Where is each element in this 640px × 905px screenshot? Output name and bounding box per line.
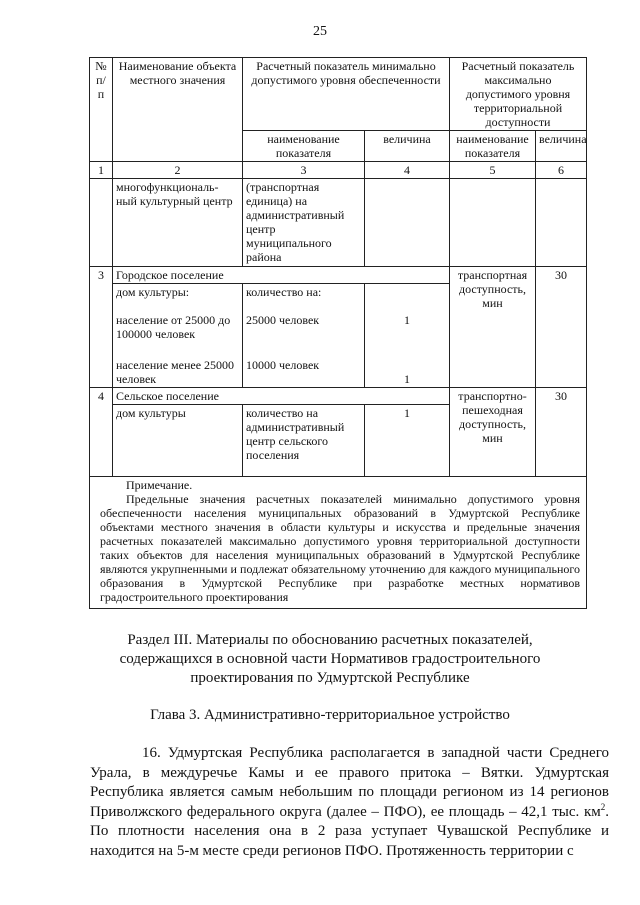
header-max-group: Расчетный показатель максимально допустимого уровня территориальной доступности: [450, 58, 587, 131]
row4-indicator: количество на административный центр сельского поселения: [243, 405, 365, 477]
row3-sub2-indicator: 10000 человек: [243, 357, 365, 388]
note-heading: Примечание.: [126, 478, 193, 492]
cell-empty: [365, 284, 450, 312]
row4-num: 4: [90, 388, 113, 477]
table-note: [90, 477, 587, 609]
col-number: 1: [90, 162, 113, 179]
row3-sub1-indicator: 25000 человек: [243, 312, 365, 357]
col-number: 6: [536, 162, 587, 179]
page-number: 25: [313, 24, 327, 39]
row3-max-value: 30: [536, 267, 587, 388]
body-paragraph: [90, 744, 609, 861]
superscript: 2: [600, 801, 606, 812]
col-number: 4: [365, 162, 450, 179]
header-min-value: величина: [365, 131, 450, 162]
row3-max-indicator: транспортная доступность, мин: [450, 267, 536, 388]
row4-value: 1: [365, 405, 450, 477]
section-title-line: проектирования по Удмуртской Республике: [190, 670, 470, 686]
row3-indicator: количество на:: [243, 284, 365, 312]
row3-num: 3: [90, 267, 113, 388]
cell-empty: [450, 179, 536, 267]
paragraph-text-b: . По плотности населения она в 2 раза уступает Чувашской Республике и находится на 5-м месте среди регионов ПФО. Протяженность территории с: [90, 803, 609, 859]
section-title-line: Раздел III. Материалы по обоснованию расчетных показателей,: [127, 632, 533, 648]
cont-indicator: (транспортная единица) на административный центр муниципального района: [243, 179, 365, 267]
header-num: № п/п: [90, 58, 113, 162]
standards-table: [89, 57, 587, 609]
row4-object: дом культуры: [113, 405, 243, 477]
cell-empty: [536, 179, 587, 267]
section-title-line: содержащихся в основной части Нормативов градостроительного: [119, 651, 541, 667]
row3-sub2-value: 1: [365, 357, 450, 388]
row3-object: дом культуры:: [113, 284, 243, 312]
header-max-indicator-name: наименование показателя: [450, 131, 536, 162]
paragraph-text-a: 16. Удмуртская Республика располагается в западной части Среднего Урала, в междуречье Камы и ее правого притока – Вятки. Удмуртская Республика является самым небольшим по площади регионом из 14 регионов Приволжского федерального округа (далее – ПФО), ее площадь – 42,1 тыс. км: [90, 745, 609, 820]
header-max-value: величина: [536, 131, 587, 162]
cont-object: многофункциональ-ный культурный центр: [113, 179, 243, 267]
row3-sub1-value: 1: [365, 312, 450, 357]
header-min-group: Расчетный показатель минимально допустимого уровня обеспеченности: [243, 58, 450, 131]
cell-empty: [365, 179, 450, 267]
cell-empty: [90, 179, 113, 267]
row4-max-indicator: транспортно-пешеходная доступность, мин: [450, 388, 536, 477]
col-number: 2: [113, 162, 243, 179]
header-object: Наименование объекта местного значения: [113, 58, 243, 162]
row3-sub1-object: население от 25000 до 100000 человек: [113, 312, 243, 357]
row4-max-value: 30: [536, 388, 587, 477]
section-title: [60, 631, 600, 688]
row4-section: Сельское поселение: [113, 388, 450, 405]
note-text: Предельные значения расчетных показателей минимально допустимого уровня обеспеченности населения муниципальных образований в Удмуртской Республике объектами местного значения в области культуры и искусства и предельные значения расчетных показателей максимально допустимого уровня территориальной доступности таких объектов для населения муниципальных образований в Удмуртской Республике являются укрупненными и подлежат обязательному уточнению для каждого муниципального образования в Удмуртской Республике при разработке местных нормативов градостроительного проектирования: [100, 492, 581, 604]
header-min-indicator-name: наименование показателя: [243, 131, 365, 162]
row3-section: Городское поселение: [113, 267, 450, 284]
col-number: 3: [243, 162, 365, 179]
col-number: 5: [450, 162, 536, 179]
chapter-title: Глава 3. Административно-территориальное устройство: [150, 707, 510, 723]
row3-sub2-object: население менее 25000 человек: [113, 357, 243, 388]
